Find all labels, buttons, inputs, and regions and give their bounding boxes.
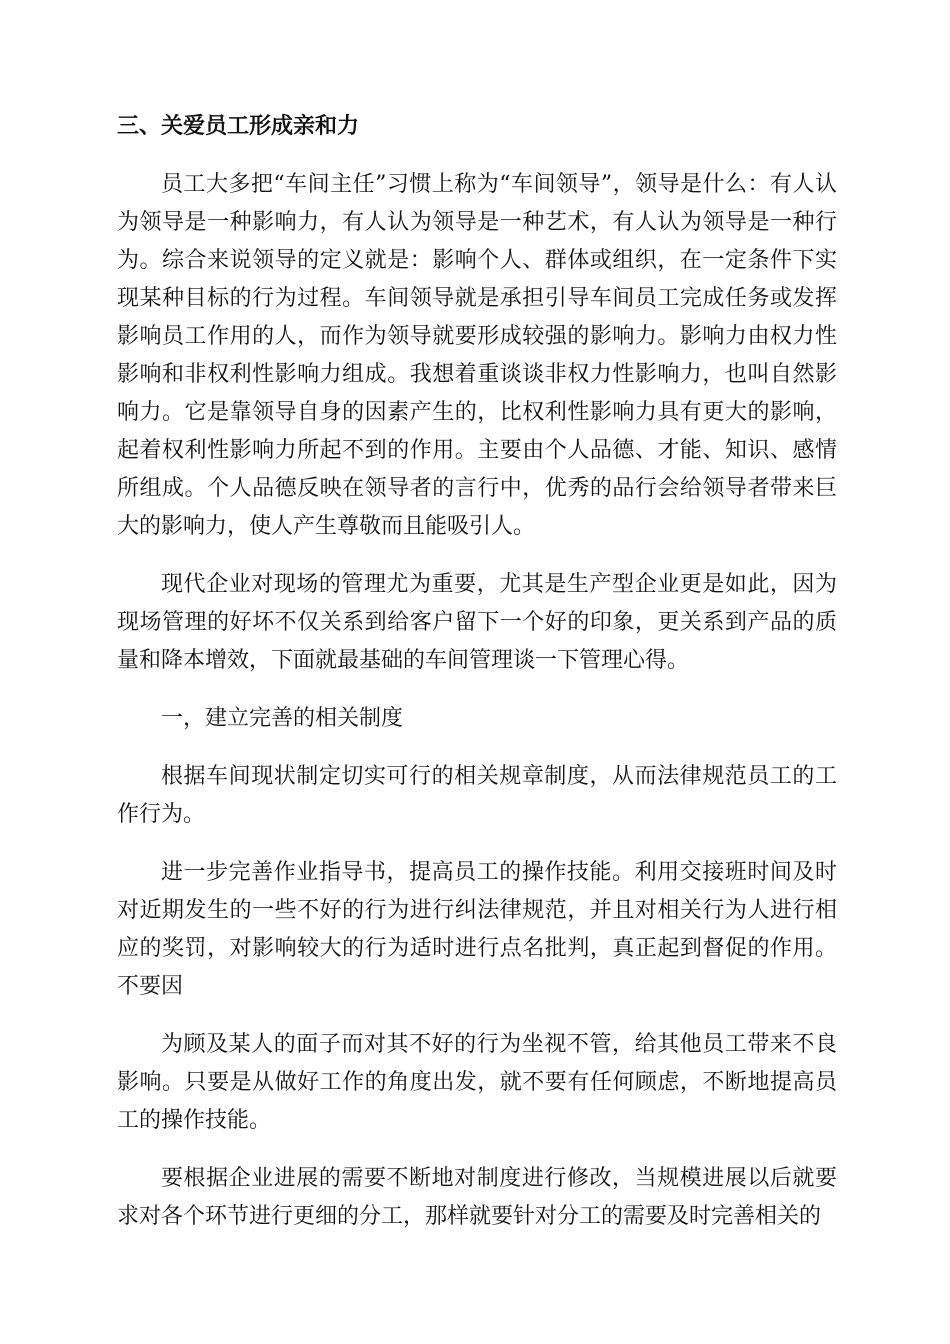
section-heading: 三、关爱员工形成亲和力	[117, 114, 360, 139]
paragraph-site-management: 现代企业对现场的管理尤为重要，尤其是生产型企业更是如此，因为现场管理的好坏不仅关系到给客户留下一个好的印象，更关系到产品的质量和降本增效，下面就最基础的车间管理谈一下管理心得。	[117, 572, 837, 673]
paragraph-regulations: 根据车间现状制定切实可行的相关规章制度，从而法律规范员工的工作行为。	[117, 764, 837, 827]
document-body	[117, 108, 837, 1256]
paragraph-leadership: 员工大多把“车间主任”习惯上称为“车间领导”，领导是什么：有人认为领导是一种影响力，有人认为领导是一种艺术，有人认为领导是一种行为。综合来说领导的定义就是：影响个人、群体或组织，在一定条件下实现某种目标的行为过程。车间领导就是承担引导车间员工完成任务或发挥影响员工作用的人，而作为领导就要形成较强的影响力。影响力由权力性影响和非权利性影响力组成。我想着重谈谈非权力性影响力，也叫自然影响力。它是靠领导自身的因素产生的，比权利性影响力具有更大的影响，起着权利性影响力所起不到的作用。主要由个人品德、才能、知识、感情所组成。个人品德反映在领导者的言行中，优秀的品行会给领导者带来巨大的影响力，使人产生尊敬而且能吸引人。	[117, 172, 837, 539]
paragraph-work-instructions: 进一步完善作业指导书，提高员工的操作技能。利用交接班时间及时对近期发生的一些不好的行为进行纠法律规范，并且对相关行为人进行相应的奖罚，对影响较大的行为适时进行点名批判，真正起到督促的作用。不要因	[117, 860, 837, 999]
paragraph-subheading-rules: 一，建立完善的相关制度	[161, 706, 404, 731]
paragraph-revise-rules: 要根据企业进展的需要不断地对制度进行修改，当规模进展以后就要求对各个环节进行更细的分工，那样就要针对分工的需要及时完善相关的	[117, 1166, 837, 1229]
paragraph-no-favoritism: 为顾及某人的面子而对其不好的行为坐视不管，给其他员工带来不良影响。只要是从做好工作的角度出发，就不要有任何顾虑，不断地提高员工的操作技能。	[117, 1032, 837, 1133]
